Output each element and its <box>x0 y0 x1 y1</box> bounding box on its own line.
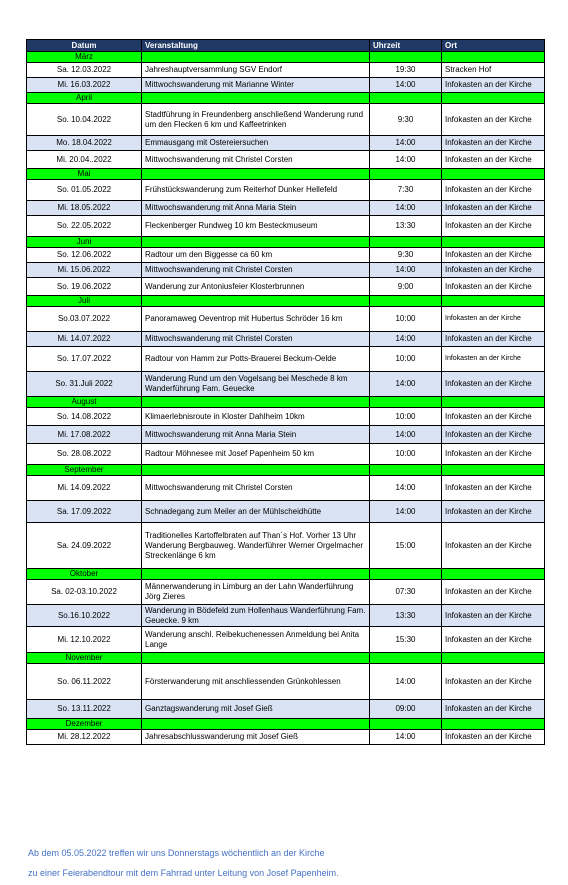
month-filler-cell <box>370 569 442 580</box>
event-date: Mi. 28.12.2022 <box>27 730 142 745</box>
event-title: Wanderung zur Antoniusfeier Klosterbrunnen <box>142 278 370 296</box>
event-place: Infokasten an der Kirche <box>442 501 545 523</box>
event-row <box>27 347 545 372</box>
event-time: 10:00 <box>370 444 442 465</box>
month-filler-cell <box>442 52 545 63</box>
header-place: Ort <box>442 40 545 52</box>
month-label: September <box>27 465 142 476</box>
header-date: Datum <box>27 40 142 52</box>
event-place: Infokasten an der Kirche <box>442 180 545 201</box>
event-place: Infokasten an der Kirche <box>442 700 545 719</box>
event-place: Infokasten an der Kirche <box>442 332 545 347</box>
month-row <box>27 465 545 476</box>
event-title: Stadtführung in Freundenberg anschließend Wanderung rund um den Flecken 6 km und Kaffeetrinken <box>142 104 370 136</box>
month-row <box>27 93 545 104</box>
event-date: Mo. 18.04.2022 <box>27 136 142 151</box>
event-title: Mittwochswanderung mit Marianne Winter <box>142 78 370 93</box>
month-filler-cell <box>370 465 442 476</box>
event-title: Radtour Möhnesee mit Josef Papenheim 50 km <box>142 444 370 465</box>
event-place: Infokasten an der Kirche <box>442 263 545 278</box>
event-title: Försterwanderung mit anschliessenden Grünkohlessen <box>142 664 370 700</box>
month-row <box>27 237 545 248</box>
event-row <box>27 278 545 296</box>
event-row <box>27 408 545 426</box>
event-date: So. 31.Juli 2022 <box>27 372 142 397</box>
month-label: Juli <box>27 296 142 307</box>
event-time: 10:00 <box>370 307 442 332</box>
event-place: Infokasten an der Kirche <box>442 307 545 332</box>
event-time: 14:00 <box>370 263 442 278</box>
event-place: Infokasten an der Kirche <box>442 580 545 605</box>
event-row <box>27 263 545 278</box>
event-title: Jahresabschlusswanderung mit Josef Gieß <box>142 730 370 745</box>
event-place: Infokasten an der Kirche <box>442 627 545 653</box>
month-filler-cell <box>442 296 545 307</box>
event-title: Mittwochswanderung mit Anna Maria Stein <box>142 201 370 216</box>
month-filler-cell <box>442 169 545 180</box>
month-row <box>27 169 545 180</box>
event-row <box>27 730 545 745</box>
event-date: Sa. 17.09.2022 <box>27 501 142 523</box>
event-title: Mittwochswanderung mit Christel Corsten <box>142 263 370 278</box>
event-time: 9:30 <box>370 104 442 136</box>
month-filler-cell <box>370 237 442 248</box>
event-title: Panoramaweg Oeventrop mit Hubertus Schröder 16 km <box>142 307 370 332</box>
event-place: Infokasten an der Kirche <box>442 278 545 296</box>
month-filler-cell <box>370 653 442 664</box>
event-place: Infokasten an der Kirche <box>442 664 545 700</box>
event-time: 14:00 <box>370 78 442 93</box>
event-place: Stracken Hof <box>442 63 545 78</box>
month-filler-cell <box>370 169 442 180</box>
month-filler-cell <box>442 653 545 664</box>
event-date: Mi. 16.03.2022 <box>27 78 142 93</box>
month-filler-cell <box>442 719 545 730</box>
event-row <box>27 216 545 237</box>
month-filler-cell <box>370 296 442 307</box>
event-title: Fleckenberger Rundweg 10 km Besteckmuseum <box>142 216 370 237</box>
footnote-line-1: Ab dem 05.05.2022 treffen wir uns Donnerstags wöchentlich an der Kirche <box>28 848 325 858</box>
event-title: Mittwochswanderung mit Christel Corsten <box>142 476 370 501</box>
month-row <box>27 397 545 408</box>
event-title: Wanderung in Bödefeld zum Hollenhaus Wanderführung Fam. Geuecke. 9 km <box>142 605 370 627</box>
header-time: Uhrzeit <box>370 40 442 52</box>
event-row <box>27 180 545 201</box>
event-date: So. 17.07.2022 <box>27 347 142 372</box>
event-title: Ganztagswanderung mit Josef Gieß <box>142 700 370 719</box>
event-place: Infokasten an der Kirche <box>442 151 545 169</box>
event-time: 14:00 <box>370 151 442 169</box>
event-time: 14:00 <box>370 664 442 700</box>
event-place: Infokasten an der Kirche <box>442 104 545 136</box>
event-date: Mi. 18.05.2022 <box>27 201 142 216</box>
footnote-line-2: zu einer Feierabendtour mit dem Fahrrad unter Leitung von Josef Papenheim. <box>28 868 339 878</box>
event-date: Mi. 20.04..2022 <box>27 151 142 169</box>
event-date: So. 13.11.2022 <box>27 700 142 719</box>
event-date: Sa. 12.03.2022 <box>27 63 142 78</box>
event-place: Infokasten an der Kirche <box>442 372 545 397</box>
event-time: 07:30 <box>370 580 442 605</box>
event-date: So. 01.05.2022 <box>27 180 142 201</box>
month-filler-cell <box>442 237 545 248</box>
event-date: Mi. 17.08.2022 <box>27 426 142 444</box>
event-row <box>27 248 545 263</box>
month-filler-cell <box>142 719 370 730</box>
schedule-body <box>27 52 545 745</box>
month-filler-cell <box>370 719 442 730</box>
event-date: Mi. 15.06.2022 <box>27 263 142 278</box>
event-time: 13:30 <box>370 605 442 627</box>
event-time: 14:00 <box>370 476 442 501</box>
month-filler-cell <box>442 569 545 580</box>
event-row <box>27 700 545 719</box>
month-label: März <box>27 52 142 63</box>
month-label: August <box>27 397 142 408</box>
event-title: Klimaerlebnisroute in Kloster Dahlheim 10km <box>142 408 370 426</box>
schedule-table <box>26 39 545 745</box>
month-filler-cell <box>142 296 370 307</box>
month-row <box>27 52 545 63</box>
event-place: Infokasten an der Kirche <box>442 216 545 237</box>
event-date: So. 06.11.2022 <box>27 664 142 700</box>
month-label: Juni <box>27 237 142 248</box>
month-label: November <box>27 653 142 664</box>
event-row <box>27 605 545 627</box>
event-row <box>27 78 545 93</box>
event-date: Sa. 24.09.2022 <box>27 523 142 569</box>
event-title: Mittwochswanderung mit Christel Corsten <box>142 151 370 169</box>
event-place: Infokasten an der Kirche <box>442 78 545 93</box>
event-time: 9:30 <box>370 248 442 263</box>
month-filler-cell <box>370 93 442 104</box>
month-row <box>27 719 545 730</box>
event-time: 14:00 <box>370 372 442 397</box>
event-time: 14:00 <box>370 332 442 347</box>
event-place: Infokasten an der Kirche <box>442 476 545 501</box>
event-title: Radtour von Hamm zur Potts-Brauerei Beckum-Oelde <box>142 347 370 372</box>
event-title: Mittwochswanderung mit Christel Corsten <box>142 332 370 347</box>
event-title: Emmausgang mit Ostereiersuchen <box>142 136 370 151</box>
event-row <box>27 307 545 332</box>
month-filler-cell <box>370 52 442 63</box>
month-filler-cell <box>442 397 545 408</box>
event-time: 9:00 <box>370 278 442 296</box>
month-filler-cell <box>142 93 370 104</box>
event-row <box>27 501 545 523</box>
footnote <box>28 843 548 883</box>
event-date: So.16.10.2022 <box>27 605 142 627</box>
event-row <box>27 136 545 151</box>
month-row <box>27 653 545 664</box>
event-date: So. 19.06.2022 <box>27 278 142 296</box>
event-date: Mi. 12.10.2022 <box>27 627 142 653</box>
month-filler-cell <box>142 237 370 248</box>
event-row <box>27 580 545 605</box>
month-filler-cell <box>142 653 370 664</box>
event-row <box>27 444 545 465</box>
event-place: Infokasten an der Kirche <box>442 523 545 569</box>
event-date: Mi. 14.07.2022 <box>27 332 142 347</box>
event-row <box>27 151 545 169</box>
event-row <box>27 332 545 347</box>
event-date: So. 14.08.2022 <box>27 408 142 426</box>
event-row <box>27 664 545 700</box>
header-event: Veranstaltung <box>142 40 370 52</box>
event-place: Infokasten an der Kirche <box>442 201 545 216</box>
event-title: Jahreshauptversammlung SGV Endorf <box>142 63 370 78</box>
event-place: Infokasten an der Kirche <box>442 730 545 745</box>
month-filler-cell <box>442 465 545 476</box>
event-date: So. 10.04.2022 <box>27 104 142 136</box>
event-time: 14:00 <box>370 201 442 216</box>
event-time: 14:00 <box>370 136 442 151</box>
event-row <box>27 104 545 136</box>
event-date: So.03.07.2022 <box>27 307 142 332</box>
event-row <box>27 426 545 444</box>
event-time: 14:00 <box>370 426 442 444</box>
event-time: 15:30 <box>370 627 442 653</box>
event-time: 14:00 <box>370 501 442 523</box>
header-row <box>27 40 545 52</box>
month-filler-cell <box>442 93 545 104</box>
event-time: 10:00 <box>370 347 442 372</box>
event-date: So. 12.06.2022 <box>27 248 142 263</box>
month-filler-cell <box>142 169 370 180</box>
month-row <box>27 296 545 307</box>
event-row <box>27 201 545 216</box>
event-title: Wanderung Rund um den Vogelsang bei Meschede 8 km Wanderführung Fam. Geuecke <box>142 372 370 397</box>
month-label: Mai <box>27 169 142 180</box>
month-filler-cell <box>142 397 370 408</box>
month-label: Dezember <box>27 719 142 730</box>
event-title: Schnadegang zum Meiler an der Mühlscheidhütte <box>142 501 370 523</box>
event-time: 7:30 <box>370 180 442 201</box>
event-place: Infokasten an der Kirche <box>442 248 545 263</box>
month-label: April <box>27 93 142 104</box>
event-row <box>27 627 545 653</box>
event-time: 10:00 <box>370 408 442 426</box>
event-time: 19:30 <box>370 63 442 78</box>
month-row <box>27 569 545 580</box>
event-place: Infokasten an der Kirche <box>442 136 545 151</box>
event-title: Mittwochswanderung mit Anna Maria Stein <box>142 426 370 444</box>
event-title: Radtour um den Biggesse ca 60 km <box>142 248 370 263</box>
event-row <box>27 523 545 569</box>
event-place: Infokasten an der Kirche <box>442 444 545 465</box>
event-time: 13:30 <box>370 216 442 237</box>
event-title: Frühstückswanderung zum Reiterhof Dunker Hellefeld <box>142 180 370 201</box>
event-time: 14:00 <box>370 730 442 745</box>
event-row <box>27 63 545 78</box>
month-label: Oktober <box>27 569 142 580</box>
month-filler-cell <box>370 397 442 408</box>
event-place: Infokasten an der Kirche <box>442 605 545 627</box>
event-title: Traditionelles Kartoffelbraten auf Than´s Hof. Vorher 13 Uhr Wanderung Bergbauweg. Wanderführer Werner Orgelmacher Streckenlänge 6 km <box>142 523 370 569</box>
event-title: Männerwanderung in Limburg an der Lahn Wanderführung Jörg Zieres <box>142 580 370 605</box>
event-time: 15:00 <box>370 523 442 569</box>
month-filler-cell <box>142 465 370 476</box>
event-date: Mi. 14.09.2022 <box>27 476 142 501</box>
event-place: Infokasten an der Kirche <box>442 426 545 444</box>
event-row <box>27 476 545 501</box>
event-place: Infokasten an der Kirche <box>442 347 545 372</box>
event-date: Sa. 02-03.10.2022 <box>27 580 142 605</box>
event-date: So. 28.08.2022 <box>27 444 142 465</box>
month-filler-cell <box>142 52 370 63</box>
event-place: Infokasten an der Kirche <box>442 408 545 426</box>
event-title: Wanderung anschl. Reibekuchenessen Anmeldung bei Anita Lange <box>142 627 370 653</box>
event-row <box>27 372 545 397</box>
event-date: So. 22.05.2022 <box>27 216 142 237</box>
event-time: 09:00 <box>370 700 442 719</box>
month-filler-cell <box>142 569 370 580</box>
